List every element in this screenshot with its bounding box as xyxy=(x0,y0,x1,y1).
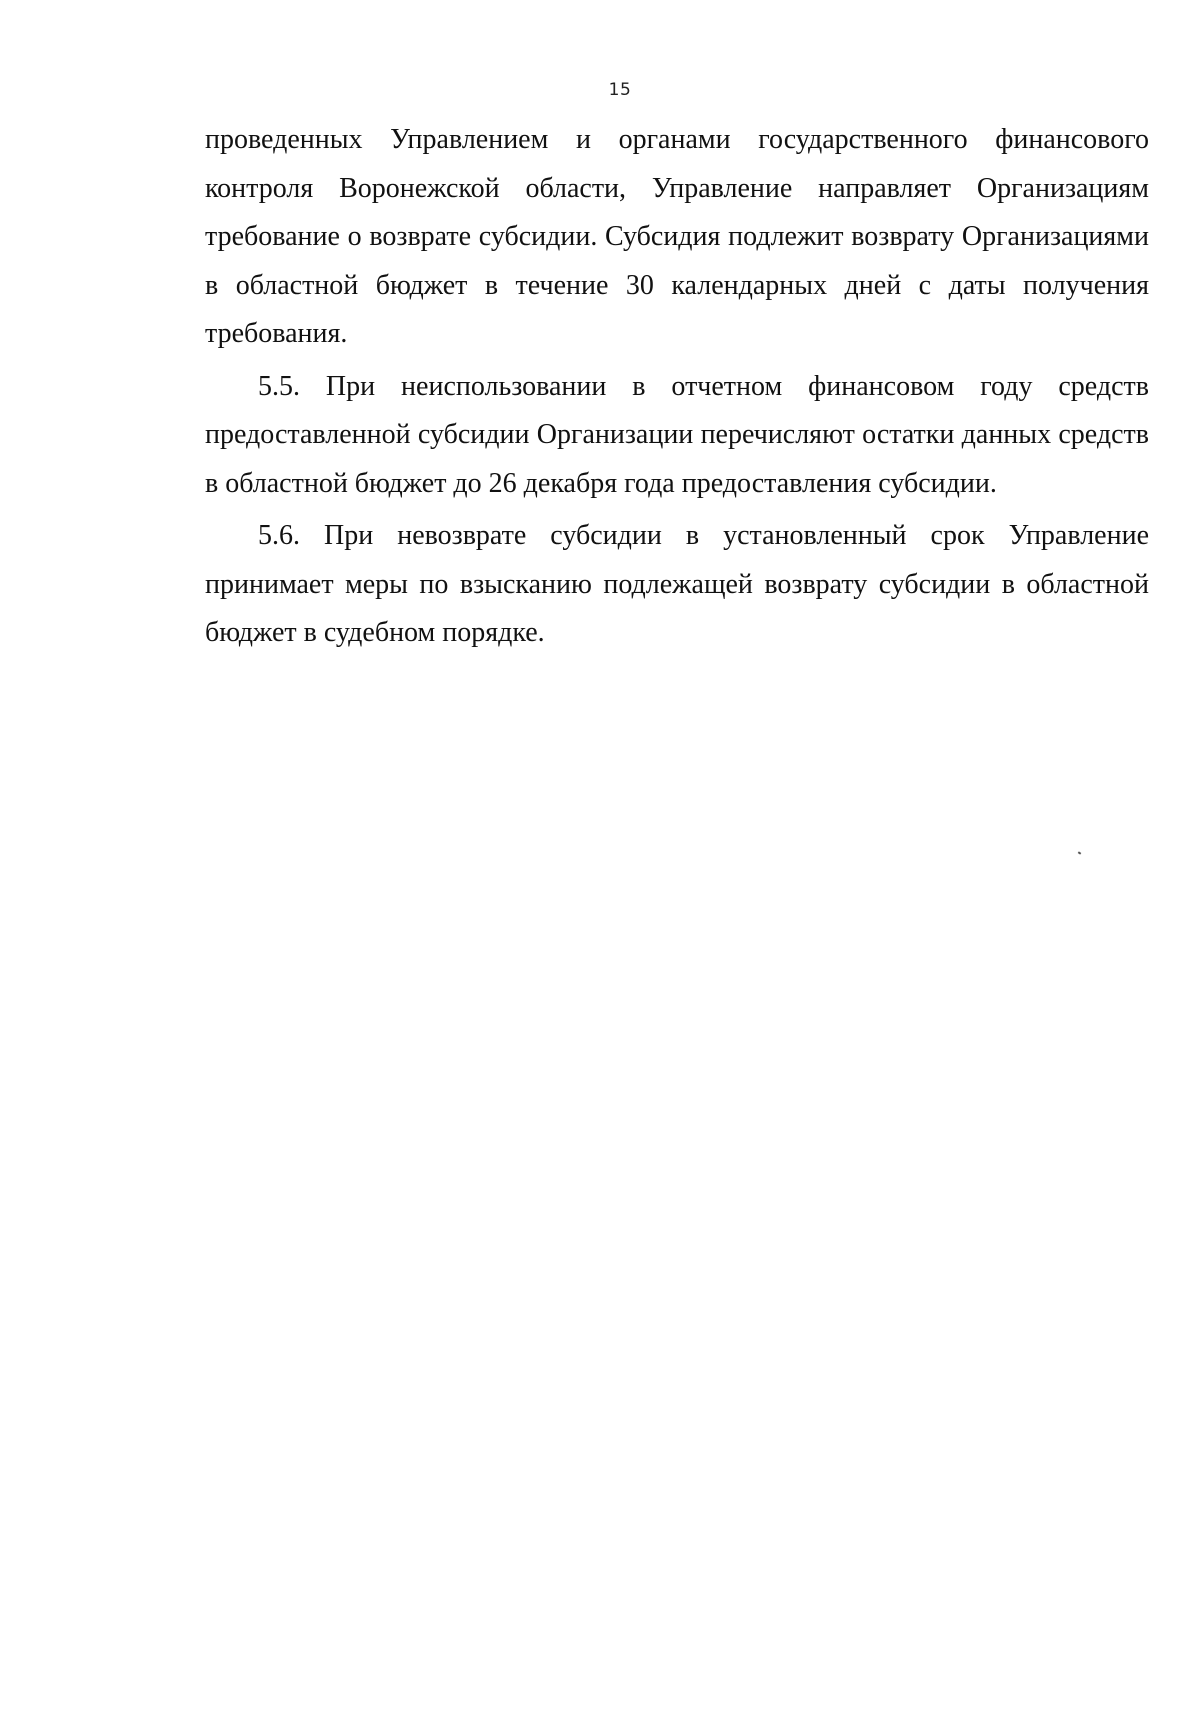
page-number: 15 xyxy=(608,80,632,100)
paragraph-5-6: 5.6. При невозврате субсидии в установленный срок Управление принимает меры по взысканию подлежащей возврату субсидии в областной бюджет в судебном порядке. xyxy=(205,520,1149,648)
paragraph-continuation: проведенных Управлением и органами государственного финансового контроля Воронежской области, Управление направляет Организациям требование о возврате субсидии. Субсидия подлежит возврату Организациями в областной бюджет в течение 30 календарных дней с даты получения требования. xyxy=(205,124,1149,349)
document-body xyxy=(205,116,1149,658)
scan-speck xyxy=(1078,851,1082,854)
paragraph-5-5: 5.5. При неиспользовании в отчетном финансовом году средств предоставленной субсидии Организации перечисляют остатки данных средств в областной бюджет до 26 декабря года предоставления субсидии. xyxy=(205,370,1149,499)
